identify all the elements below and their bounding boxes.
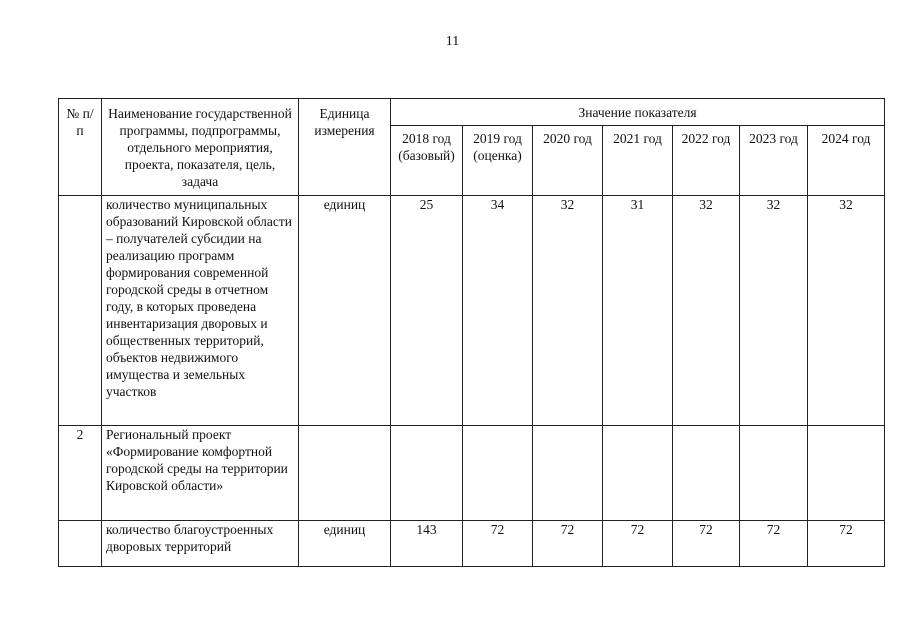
year-label: 2021 год — [613, 131, 662, 146]
header-year-2024 — [808, 126, 885, 196]
header-year-2022 — [673, 126, 740, 196]
row-num — [59, 521, 102, 567]
value-cell-2021: 31 — [603, 196, 673, 426]
header-year-2023 — [740, 126, 808, 196]
header-row-1 — [59, 99, 885, 126]
value-cell-2021 — [603, 426, 673, 521]
value-cell-2024: 72 — [808, 521, 885, 567]
row-name: количество благоустроенных дворовых территорий — [102, 521, 299, 567]
row-name: Региональный проект «Формирование комфортной городской среды на территории Кировской области» — [102, 426, 299, 521]
value-cell-2019 — [463, 426, 533, 521]
value-cell-2024 — [808, 426, 885, 521]
table-row — [59, 521, 885, 567]
value-cell-2023 — [740, 426, 808, 521]
year-label: 2024 год — [821, 131, 871, 146]
year-label: 2018 год — [402, 131, 451, 146]
value-cell-2019: 34 — [463, 196, 533, 426]
value-cell-2018: 25 — [391, 196, 463, 426]
row-num: 2 — [59, 426, 102, 521]
value-cell-2019: 72 — [463, 521, 533, 567]
value-cell-2021: 72 — [603, 521, 673, 567]
header-year-2018 — [391, 126, 463, 196]
table-row — [59, 196, 885, 426]
row-unit: единиц — [299, 196, 391, 426]
header-num: № п/п — [59, 99, 102, 196]
value-cell-2020 — [533, 426, 603, 521]
value-cell-2018 — [391, 426, 463, 521]
header-name: Наименование государственной программы, подпрограммы, отдельного мероприятия, проекта, показателя, цель, задача — [102, 99, 299, 196]
year-note: (оценка) — [473, 148, 522, 163]
table-row — [59, 426, 885, 521]
value-cell-2023: 32 — [740, 196, 808, 426]
value-cell-2020: 72 — [533, 521, 603, 567]
value-cell-2022 — [673, 426, 740, 521]
year-label: 2019 год — [473, 131, 522, 146]
year-label: 2020 год — [543, 131, 592, 146]
year-label: 2023 год — [749, 131, 798, 146]
row-num — [59, 196, 102, 426]
row-unit — [299, 426, 391, 521]
header-unit: Единица измерения — [299, 99, 391, 196]
row-unit: единиц — [299, 521, 391, 567]
header-year-2020 — [533, 126, 603, 196]
header-value-group: Значение показателя — [391, 99, 885, 126]
value-cell-2020: 32 — [533, 196, 603, 426]
value-cell-2022: 32 — [673, 196, 740, 426]
header-year-2019 — [463, 126, 533, 196]
year-label: 2022 год — [681, 131, 731, 146]
value-cell-2024: 32 — [808, 196, 885, 426]
row-name: количество муниципальных образований Кировской области – получателей субсидии на реализацию программ формирования современной городской среды в отчетном году, в которых проведена инвентаризация дворовых и общественных территорий, объектов недвижимого имущества и земельных участков — [102, 196, 299, 426]
value-cell-2018: 143 — [391, 521, 463, 567]
value-cell-2023: 72 — [740, 521, 808, 567]
indicators-table — [58, 98, 885, 567]
header-year-2021 — [603, 126, 673, 196]
year-note: (базовый) — [398, 148, 455, 163]
value-cell-2022: 72 — [673, 521, 740, 567]
page-number: 11 — [445, 34, 460, 49]
